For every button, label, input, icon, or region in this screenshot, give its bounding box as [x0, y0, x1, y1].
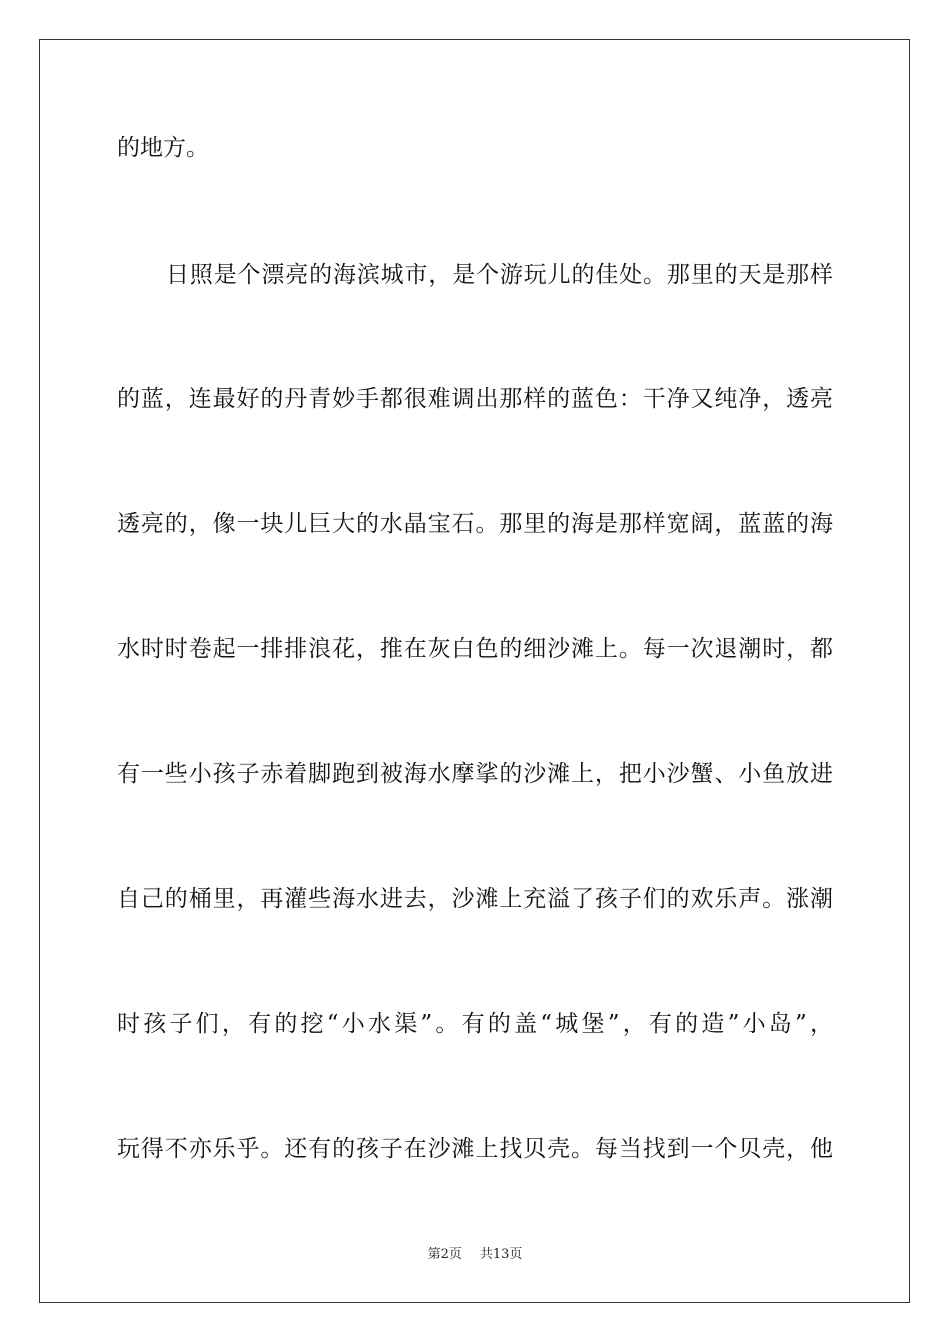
text-line: 自己的桶里，再灌些海水进去，沙滩上充溢了孩子们的欢乐声。涨潮: [117, 886, 833, 912]
text-line: 的地方。: [117, 135, 209, 161]
page-footer: [0, 1246, 950, 1264]
text-line: 时孩子们，有的挖“小水渠”。有的盖“城堡”，有的造”小岛”，: [117, 1011, 833, 1037]
page-number: 第2页: [427, 1247, 462, 1262]
text-line: 水时时卷起一排排浪花，推在灰白色的细沙滩上。每一次退潮时，都: [117, 636, 833, 662]
page-total: 共13页: [479, 1247, 523, 1262]
text-line: 透亮的，像一块儿巨大的水晶宝石。那里的海是那样宽阔，蓝蓝的海: [117, 511, 833, 537]
text-line: 有一些小孩子赤着脚跑到被海水摩挲的沙滩上，把小沙蟹、小鱼放进: [117, 761, 833, 787]
text-line: 玩得不亦乐乎。还有的孩子在沙滩上找贝壳。每当找到一个贝壳，他: [117, 1136, 833, 1162]
page-border: [39, 39, 910, 1303]
text-line: 日照是个漂亮的海滨城市，是个游玩儿的佳处。那里的天是那样: [166, 262, 833, 288]
text-line: 的蓝，连最好的丹青妙手都很难调出那样的蓝色：干净又纯净，透亮: [117, 386, 833, 412]
